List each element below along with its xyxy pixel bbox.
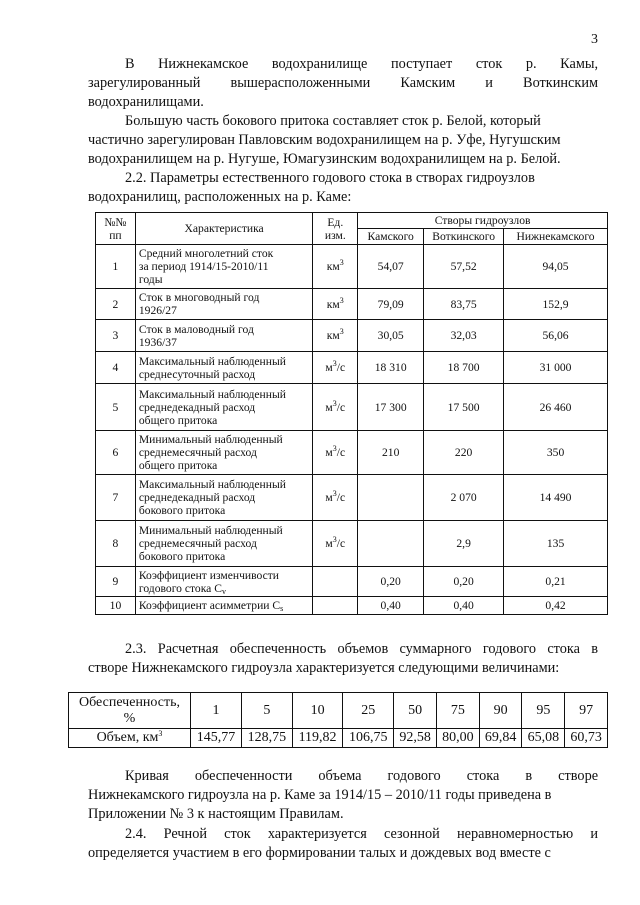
table-row: 7 Максимальный наблюденный среднедекадный расход бокового притока $м^3/с$ 2 070 14 490	[96, 475, 608, 521]
col-header-group: Створы гидроузлов	[358, 213, 608, 229]
intro-line-2: зарегулированный вышерасположенными Камским и Воткинским	[88, 75, 599, 91]
table-row: 10 Коэффициент асимметрии $C_s$ 0,40 0,40 0,42	[96, 597, 608, 615]
col-header-nizhnekamsk: Нижнекамского	[504, 229, 608, 245]
intro-paragraph	[88, 55, 598, 112]
col-header-characteristic: Характеристика	[135, 213, 312, 245]
table-row: 6 Минимальный наблюденный среднемесячный расход общего притока $м^3/с$ 210 220 350	[96, 431, 608, 475]
probability-table	[68, 692, 608, 748]
section-2-4-paragraph: 2.4. Речной сток характеризуется сезонной неравномерностью и определяется участием в его формировании талых и дождевых вод вместе с	[88, 826, 599, 861]
intro-line-3: водохранилищами.	[88, 94, 204, 110]
table-row: 8 Минимальный наблюденный среднемесячный расход бокового притока $м^3/с$ 2,9 135	[96, 521, 608, 567]
col-header-number: №№ пп	[96, 213, 136, 245]
table-row: 4 Максимальный наблюденный среднесуточный расход $м^3/с$ 18 310 18 700 31 000	[96, 352, 608, 384]
row-header-volume: Объем, $км^3$	[69, 729, 191, 748]
table-row: 3 Сток в маловодный год 1936/37 $км^3$ 30,05 32,03 56,06	[96, 320, 608, 352]
runoff-parameters-table	[95, 212, 608, 615]
col-header-kama: Камского	[358, 229, 424, 245]
table-row: 2 Сток в многоводный год 1926/27 $км^3$ 79,09 83,75 152,9	[96, 289, 608, 320]
table-row: 9 Коэффициент изменчивости годового стока $C_v$ 0,20 0,20 0,21	[96, 567, 608, 597]
curve-paragraph: Кривая обеспеченности объема годового стока в створе Нижнекамского гидроузла на р. Каме за 1914/15 – 2010/11 годы приведена в Приложении № 3 к настоящим Правилам.	[88, 768, 599, 822]
volume-row: Объем, $км^3$ 145,77 128,75 119,82 106,75 92,58 80,00 69,84 65,08 60,73	[69, 729, 608, 748]
table-row: 5 Максимальный наблюденный среднедекадный расход общего притока $м^3/с$ 17 300 17 500 26 460	[96, 384, 608, 431]
lateral-inflow-paragraph: Большую часть бокового притока составляет сток р. Белой, который частично зарегулирован Павловским водохранилищем на р. Уфе, Нугушским водохранилищем на р. Нугуше, Юмагузинским водохранилищем на р. Белой.	[88, 113, 561, 167]
col-header-votkinsk: Воткинского	[424, 229, 504, 245]
section-2-2-paragraph: 2.2. Параметры естественного годового стока в створах гидроузлов водохранилищ, расположенных на р. Каме:	[88, 170, 535, 205]
table-row: 1 Средний многолетний сток за период 1914/15-2010/11 годы $км^3$ 54,07 57,52 94,05	[96, 245, 608, 289]
page-number: 3	[591, 32, 598, 47]
probability-row: Обеспеченность, % 1 5 10 25 50 75 90 95 97	[69, 693, 608, 729]
intro-line-1: В Нижнекамское водохранилище поступает сток р. Камы,	[125, 56, 599, 72]
section-2-3-paragraph: 2.3. Расчетная обеспеченность объемов суммарного годового стока в створе Нижнекамского гидроузла характеризуется следующими величинами:	[88, 641, 599, 676]
row-header-probability: Обеспеченность, %	[69, 693, 191, 729]
col-header-unit: Ед. изм.	[313, 213, 358, 245]
